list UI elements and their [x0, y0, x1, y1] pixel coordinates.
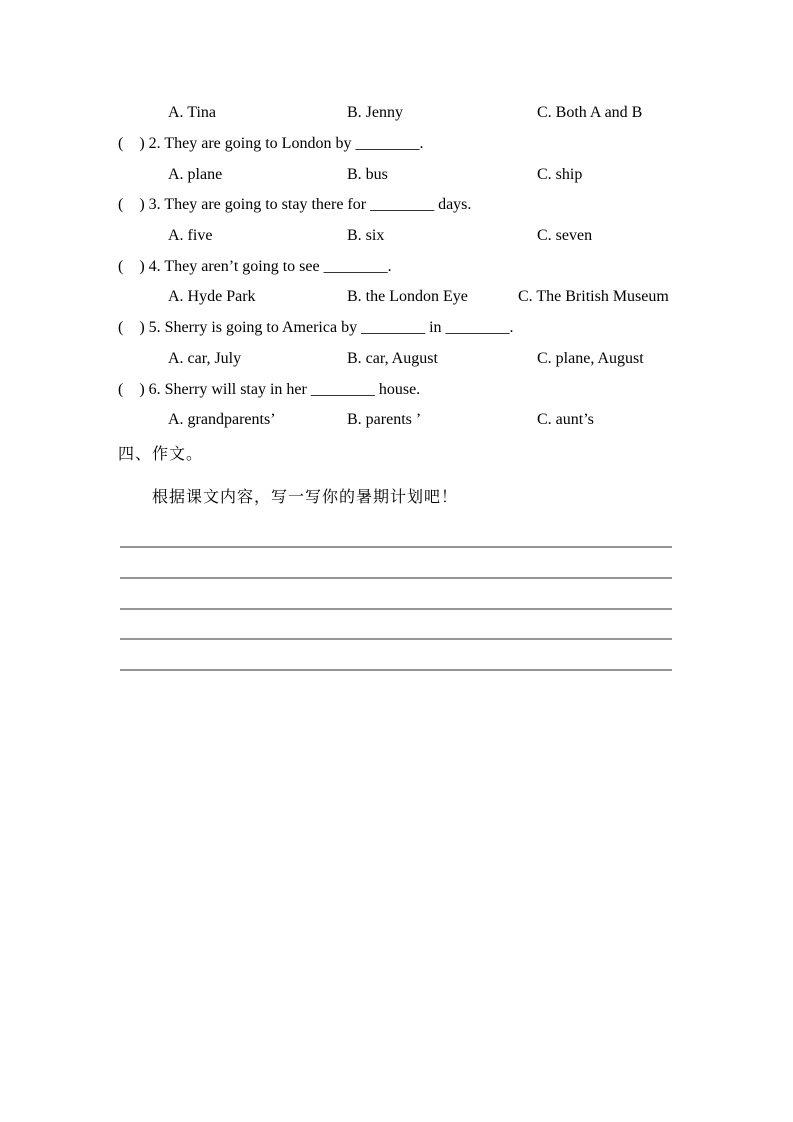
- option-b: B. parents ’: [347, 411, 422, 428]
- question-text: ( ) 4. They aren’t going to see ________.: [118, 258, 392, 275]
- question-text: ( ) 3. They are going to stay there for ________ days.: [118, 196, 472, 213]
- option-b: B. bus: [347, 166, 388, 183]
- question-row: [0, 134, 793, 156]
- option-c: C. seven: [537, 227, 593, 244]
- option-c: C. The British Museum: [518, 288, 669, 305]
- option-row: [0, 165, 793, 187]
- option-row: [0, 287, 793, 309]
- option-b: B. the London Eye: [347, 288, 468, 305]
- option-row: [0, 103, 793, 125]
- question-text: ( ) 5. Sherry is going to America by ________ in ________.: [118, 319, 514, 336]
- option-b: B. car, August: [347, 350, 438, 367]
- option-row: [0, 410, 793, 432]
- option-a: A. Hyde Park: [168, 288, 256, 305]
- question-row: [0, 257, 793, 279]
- writing-line: [120, 546, 672, 548]
- question-row: [0, 195, 793, 217]
- option-a: A. grandparents’: [168, 411, 276, 428]
- question-row: [0, 380, 793, 402]
- writing-prompt: 根据课文内容，写一写你的暑期计划吧！: [152, 489, 459, 506]
- question-text: ( ) 2. They are going to London by ________.: [118, 135, 424, 152]
- option-c: C. plane, August: [537, 350, 644, 367]
- question-text: ( ) 6. Sherry will stay in her ________ house.: [118, 381, 421, 398]
- option-c: C. aunt’s: [537, 411, 594, 428]
- option-a: A. plane: [168, 166, 223, 183]
- writing-line: [120, 577, 672, 579]
- option-a: A. five: [168, 227, 213, 244]
- writing-line: [120, 638, 672, 640]
- option-a: A. Tina: [168, 104, 217, 121]
- writing-line: [120, 669, 672, 671]
- writing-line: [120, 608, 672, 610]
- option-row: [0, 226, 793, 248]
- option-b: B. six: [347, 227, 385, 244]
- option-b: B. Jenny: [347, 104, 403, 121]
- section-heading: 四、作文。: [118, 446, 204, 463]
- option-c: C. Both A and B: [537, 104, 643, 121]
- option-a: A. car, July: [168, 350, 242, 367]
- question-row: [0, 318, 793, 340]
- option-c: C. ship: [537, 166, 583, 183]
- option-row: [0, 349, 793, 371]
